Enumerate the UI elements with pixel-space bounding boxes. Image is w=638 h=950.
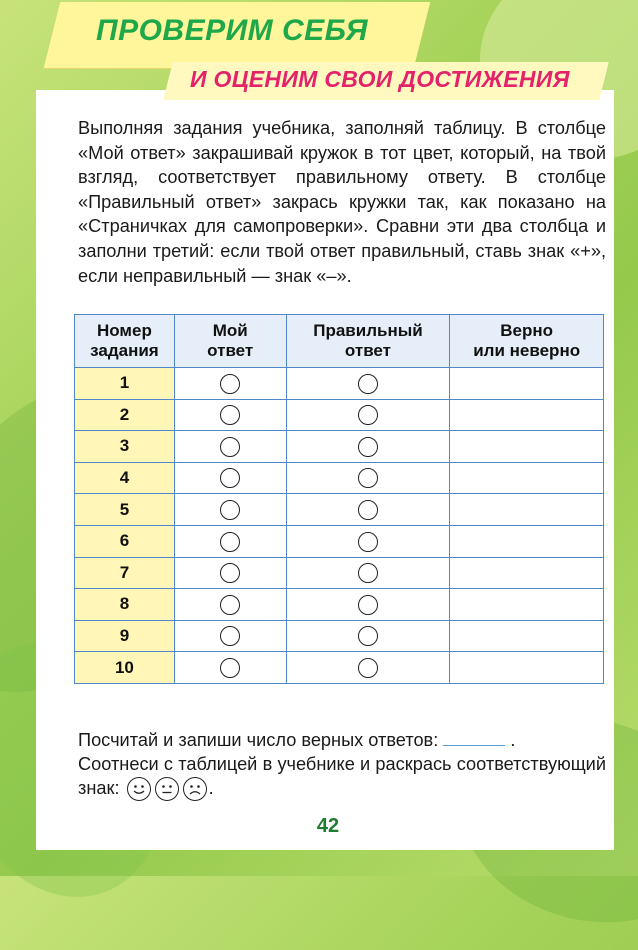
task-number-cell: 5 <box>75 494 175 526</box>
my-answer-circle[interactable] <box>220 563 240 583</box>
table-row <box>75 431 604 463</box>
results-table <box>74 314 604 684</box>
correct-answer-circle[interactable] <box>358 563 378 583</box>
count-line: Посчитай и запиши число верных ответов: . <box>78 730 516 750</box>
my-answer-circle[interactable] <box>220 658 240 678</box>
instructions-text: Выполняя задания учебника, заполняй таблицу. В столбце «Мой ответ» закрашивай кружок в тот цвет, который, на твой взгляд, соответствует правильному ответу. В столбце «Правильный ответ» закрась кружки так, как показано на «Страничках для самопроверки». Сравни эти два столбца и заполни третий: если твой ответ правильный, ставь знак «+», если неправильный — знак «–». <box>78 118 606 286</box>
happy-face-icon[interactable] <box>127 777 151 801</box>
verdict-cell[interactable] <box>450 462 604 494</box>
verdict-cell[interactable] <box>450 368 604 400</box>
my-answer-circle-cell <box>174 399 286 431</box>
correct-answer-circle[interactable] <box>358 468 378 488</box>
correct-answer-circle[interactable] <box>358 658 378 678</box>
answer-count-blank[interactable] <box>443 731 505 746</box>
correct-answer-circle-cell <box>286 589 450 621</box>
header-correct-answer: Правильный ответ <box>286 315 450 368</box>
my-answer-circle[interactable] <box>220 405 240 425</box>
correct-answer-circle-cell <box>286 494 450 526</box>
task-number-cell: 7 <box>75 557 175 589</box>
my-answer-circle[interactable] <box>220 500 240 520</box>
my-answer-circle[interactable] <box>220 468 240 488</box>
my-answer-circle-cell <box>174 431 286 463</box>
verdict-cell[interactable] <box>450 494 604 526</box>
my-answer-circle[interactable] <box>220 595 240 615</box>
task-number-cell: 3 <box>75 431 175 463</box>
my-answer-circle-cell <box>174 368 286 400</box>
verdict-cell[interactable] <box>450 620 604 652</box>
verdict-cell[interactable] <box>450 399 604 431</box>
task-number-cell: 1 <box>75 368 175 400</box>
verdict-cell[interactable] <box>450 431 604 463</box>
neutral-face-icon[interactable] <box>155 777 179 801</box>
task-number-cell: 9 <box>75 620 175 652</box>
header-my-answer: Мой ответ <box>174 315 286 368</box>
task-number-cell: 2 <box>75 399 175 431</box>
table-row <box>75 589 604 621</box>
my-answer-circle-cell <box>174 589 286 621</box>
task-number-cell: 8 <box>75 589 175 621</box>
table-row <box>75 652 604 684</box>
table-header-row <box>75 315 604 368</box>
my-answer-circle-cell <box>174 462 286 494</box>
my-answer-circle-cell <box>174 652 286 684</box>
header-verdict: Верно или неверно <box>450 315 604 368</box>
correct-answer-circle-cell <box>286 431 450 463</box>
sad-face-icon[interactable] <box>183 777 207 801</box>
count-prompt: Посчитай и запиши число верных ответов: <box>78 730 439 750</box>
my-answer-circle-cell <box>174 494 286 526</box>
verdict-cell[interactable] <box>450 652 604 684</box>
page-subtitle: И ОЦЕНИМ СВОИ ДОСТИЖЕНИЯ <box>190 66 570 92</box>
table-row <box>75 399 604 431</box>
task-number-cell: 10 <box>75 652 175 684</box>
table-row <box>75 462 604 494</box>
correct-answer-circle[interactable] <box>358 500 378 520</box>
correct-answer-circle[interactable] <box>358 437 378 457</box>
footer-instructions <box>78 728 606 801</box>
page-title: ПРОВЕРИМ СЕБЯ <box>96 14 369 47</box>
my-answer-circle[interactable] <box>220 374 240 394</box>
correct-answer-circle-cell <box>286 620 450 652</box>
smiley-line: Соотнеси с таблицей в учебнике и раскрась соответствующий знак: . <box>78 752 606 801</box>
table-row <box>75 368 604 400</box>
correct-answer-circle-cell <box>286 652 450 684</box>
correct-answer-circle-cell <box>286 462 450 494</box>
correct-answer-circle-cell <box>286 399 450 431</box>
verdict-cell[interactable] <box>450 557 604 589</box>
correct-answer-circle[interactable] <box>358 374 378 394</box>
table-row <box>75 557 604 589</box>
correct-answer-circle[interactable] <box>358 595 378 615</box>
my-answer-circle-cell <box>174 557 286 589</box>
my-answer-circle[interactable] <box>220 532 240 552</box>
verdict-cell[interactable] <box>450 525 604 557</box>
correct-answer-circle-cell <box>286 557 450 589</box>
correct-answer-circle[interactable] <box>358 626 378 646</box>
my-answer-circle[interactable] <box>220 626 240 646</box>
correct-answer-circle-cell <box>286 525 450 557</box>
page-number: 42 <box>316 815 340 837</box>
verdict-cell[interactable] <box>450 589 604 621</box>
correct-answer-circle[interactable] <box>358 532 378 552</box>
page-number-badge <box>298 806 358 846</box>
correct-answer-circle-cell <box>286 368 450 400</box>
header-task-number: Номер задания <box>75 315 175 368</box>
my-answer-circle-cell <box>174 620 286 652</box>
task-number-cell: 4 <box>75 462 175 494</box>
table-row <box>75 620 604 652</box>
my-answer-circle-cell <box>174 525 286 557</box>
task-number-cell: 6 <box>75 525 175 557</box>
my-answer-circle[interactable] <box>220 437 240 457</box>
smiley-prompt: Соотнеси с таблицей в учебнике и раскрась соответствующий знак: <box>78 754 606 798</box>
table-row <box>75 525 604 557</box>
correct-answer-circle[interactable] <box>358 405 378 425</box>
table-row <box>75 494 604 526</box>
